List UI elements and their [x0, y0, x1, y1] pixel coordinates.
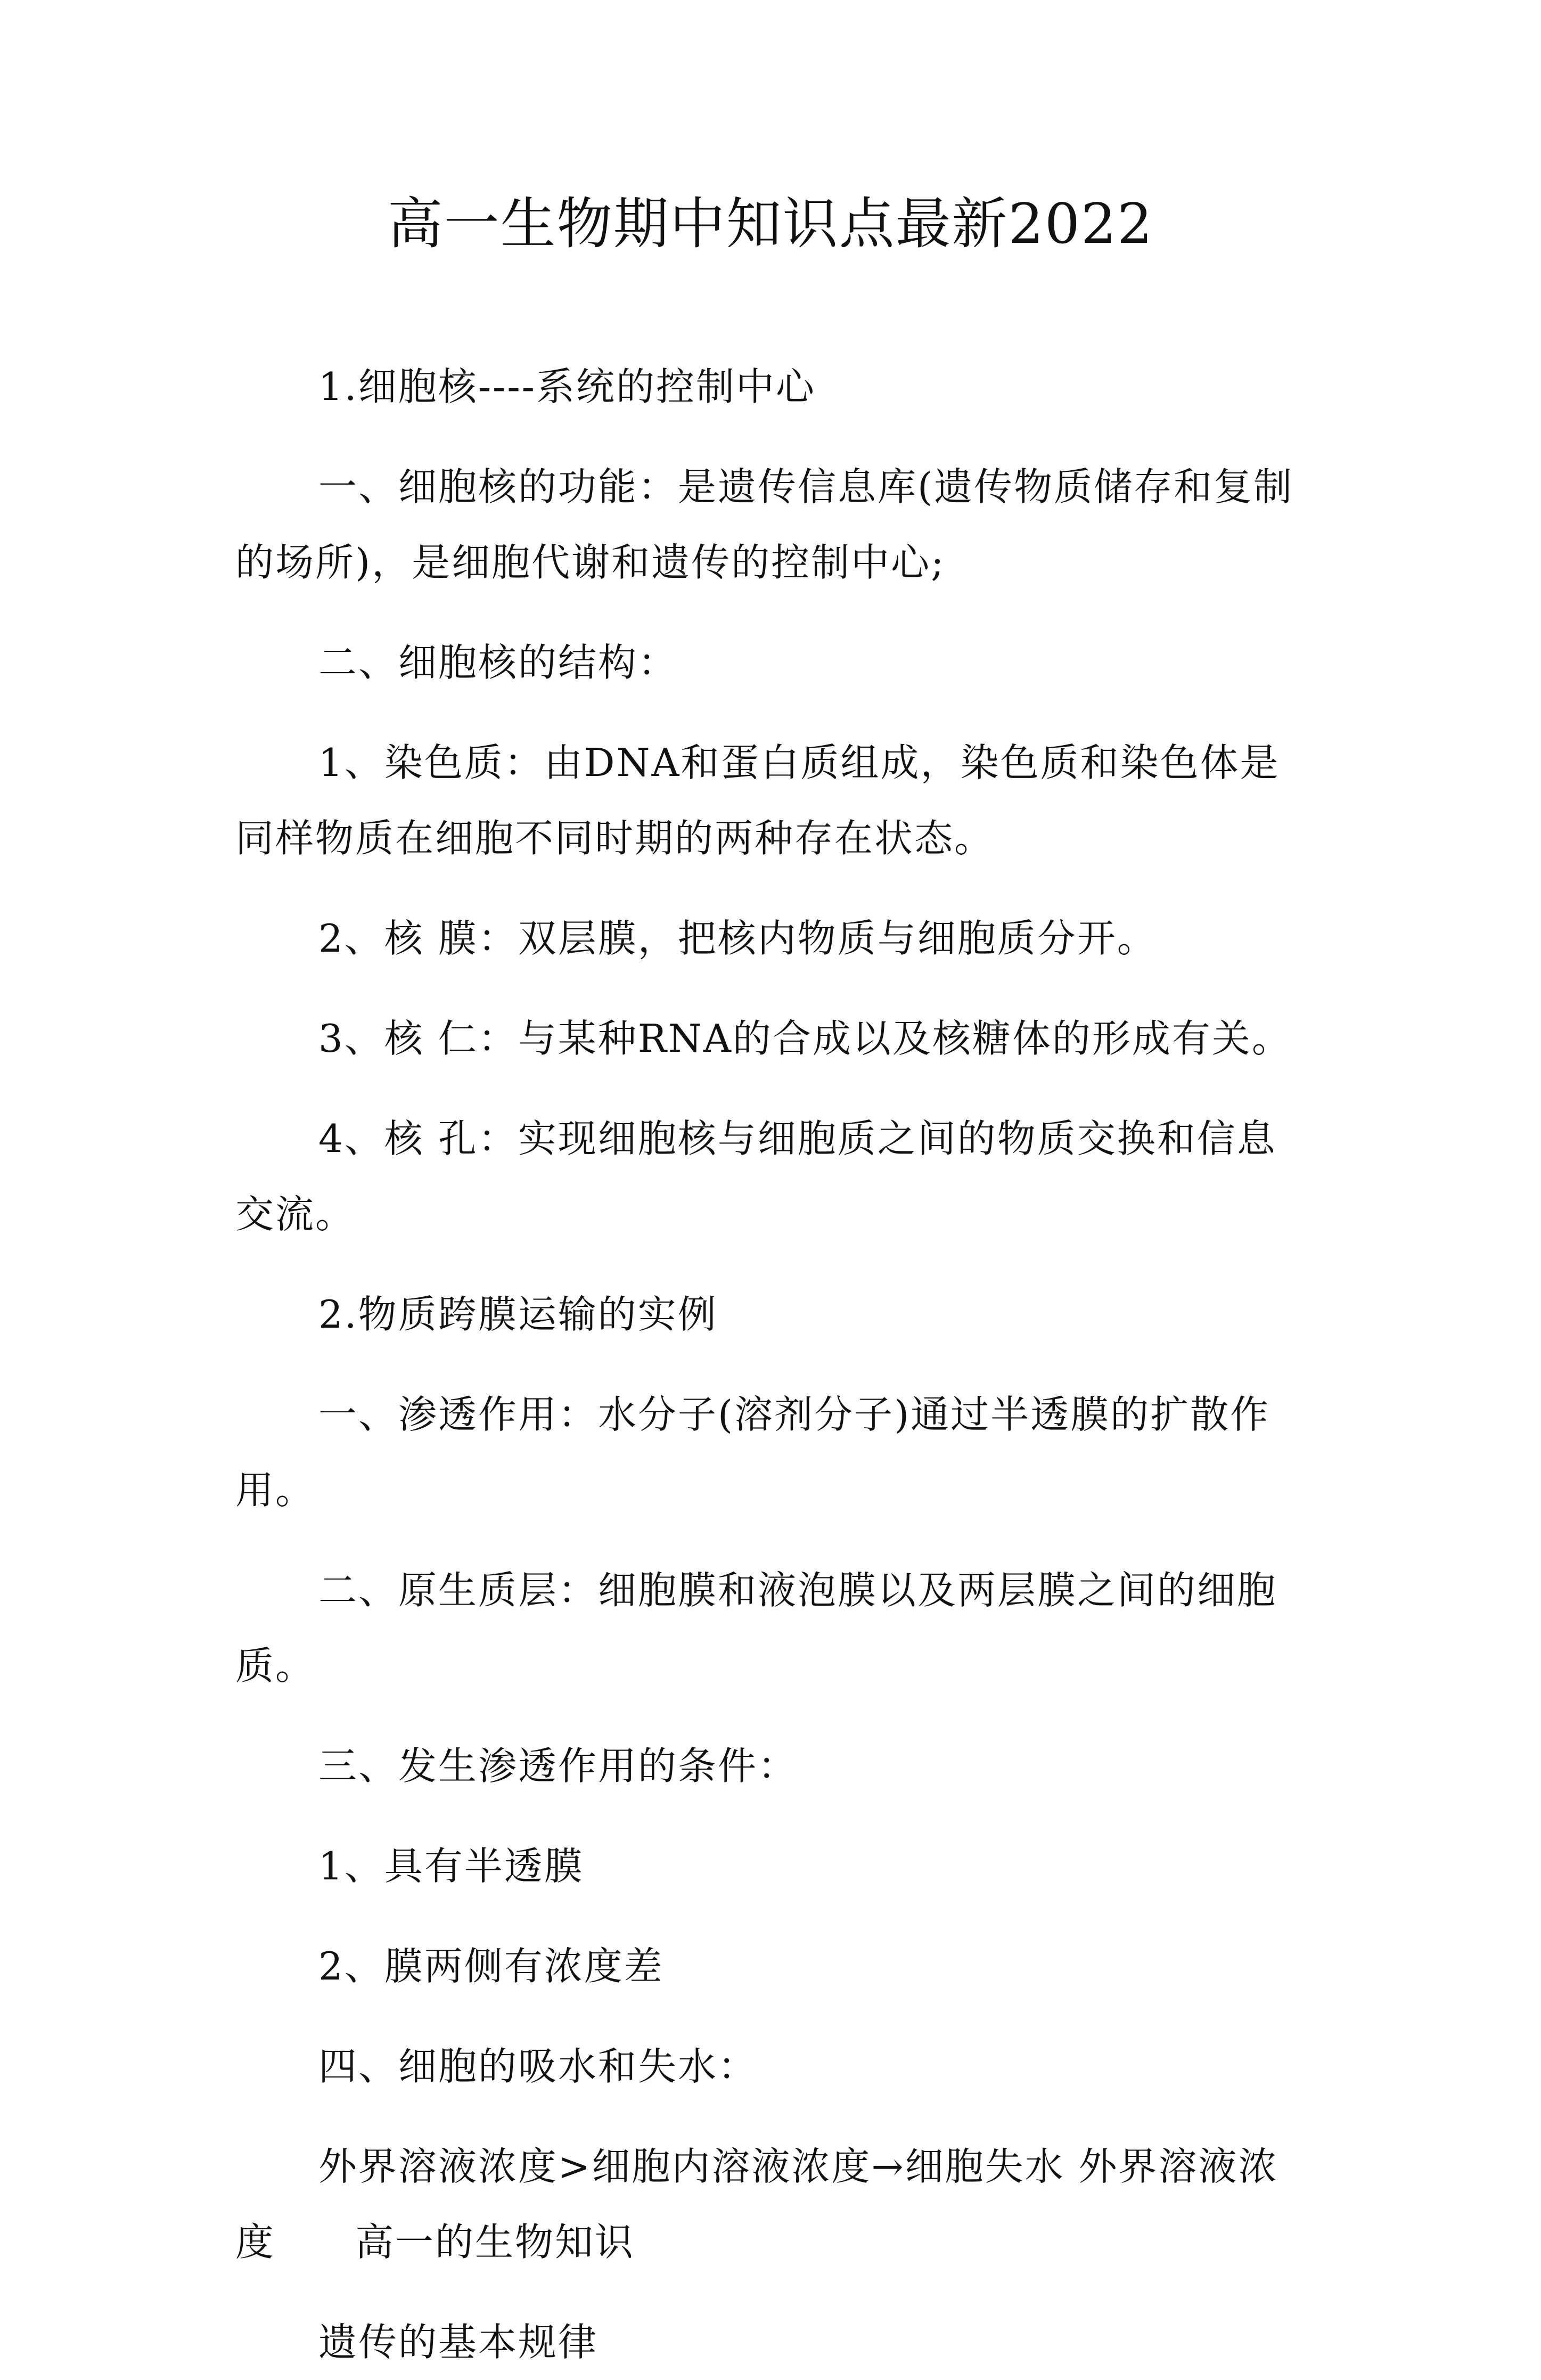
paragraph-10: 二、原生质层：细胞膜和液泡膜以及两层膜之间的细胞质。 [235, 1568, 1277, 1688]
paragraph-16: 遗传的基本规律 [318, 2320, 599, 2365]
paragraph-6: 3、核 仁：与某种RNA的合成以及核糖体的形成有关。 [318, 1016, 1292, 1061]
paragraph-7: 4、核 孔：实现细胞核与细胞质之间的物质交换和信息交流。 [235, 1116, 1277, 1237]
paragraph-8: 2.物质跨膜运输的实例 [318, 1292, 718, 1337]
paragraph-5: 2、核 膜：双层膜，把核内物质与细胞质分开。 [318, 916, 1157, 961]
paragraph-12: 1、具有半透膜 [318, 1844, 584, 1888]
document-title: 高一生物期中知识点最新2022 [387, 191, 1154, 256]
paragraph-11: 三、发生渗透作用的条件： [318, 1744, 798, 1788]
paragraph-2: 一、细胞核的功能：是遗传信息库(遗传物质储存和复制的场所)，是细胞代谢和遗传的控制中心; [235, 464, 1294, 585]
paragraph-9: 一、渗透作用：水分子(溶剂分子)通过半透膜的扩散作用。 [235, 1392, 1270, 1512]
paragraph-3: 二、细胞核的结构： [318, 640, 678, 685]
document-body [235, 349, 1316, 2380]
paragraph-13: 2、膜两侧有浓度差 [318, 1944, 664, 1989]
paragraph-14: 四、细胞的吸水和失水： [318, 2044, 758, 2089]
paragraph-15: 外界溶液浓度>细胞内溶液浓度→细胞失水 外界溶液浓度 高一的生物知识 [235, 2144, 1278, 2264]
paragraph-1: 1.细胞核----系统的控制中心 [318, 364, 816, 409]
paragraph-4: 1、染色质：由DNA和蛋白质组成，染色质和染色体是同样物质在细胞不同时期的两种存在状态。 [235, 740, 1280, 861]
